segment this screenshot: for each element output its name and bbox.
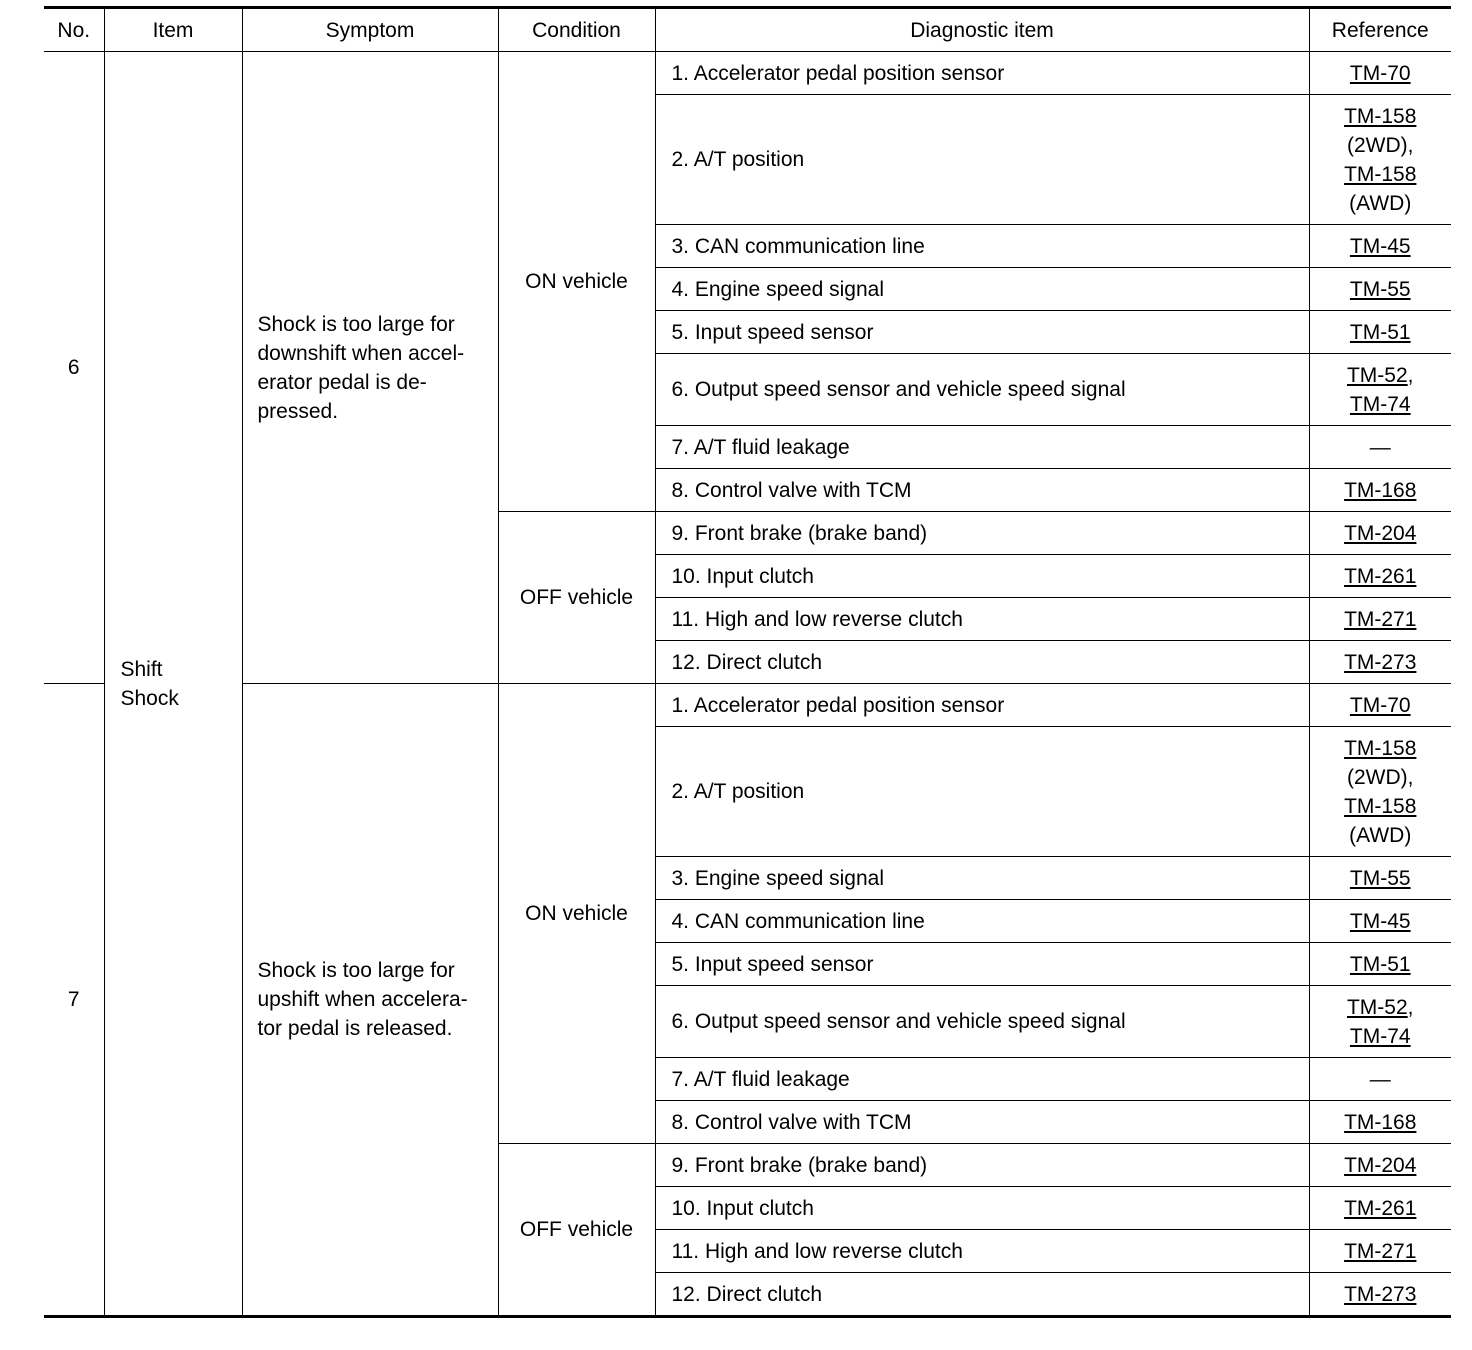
symptom-line: Shock is too large for [257, 959, 455, 982]
diagnostic-item: 5. Input speed sensor [655, 311, 1309, 354]
reference-cell [1309, 1273, 1451, 1317]
reference-link[interactable]: TM-52 [1346, 363, 1408, 387]
diagnostic-item: 5. Input speed sensor [655, 943, 1309, 986]
reference-cell [1309, 943, 1451, 986]
diagnostic-item: 3. Engine speed signal [655, 857, 1309, 900]
reference-line [1310, 605, 1452, 634]
row-number: 6 [44, 52, 104, 684]
reference-cell [1309, 598, 1451, 641]
diagnostic-item: 4. CAN communication line [655, 900, 1309, 943]
reference-cell [1309, 354, 1451, 426]
diagnostic-item: 12. Direct clutch [655, 1273, 1309, 1317]
reference-link[interactable]: TM-261 [1344, 1196, 1417, 1220]
diagnostic-item: 7. A/T fluid leakage [655, 1058, 1309, 1101]
reference-note: (2WD), [1347, 133, 1414, 157]
reference-cell [1309, 857, 1451, 900]
reference-cell [1309, 225, 1451, 268]
symptom-line: Shock is too large for [257, 312, 455, 336]
reference-line [1310, 519, 1452, 548]
diagnostic-item: 1. Accelerator pedal position sensor [655, 52, 1309, 95]
reference-line [1310, 59, 1452, 88]
reference-cell [1309, 900, 1451, 943]
reference-line [1310, 160, 1452, 189]
reference-link[interactable]: TM-51 [1349, 952, 1411, 976]
diagnostic-item: 6. Output speed sensor and vehicle speed signal [655, 986, 1309, 1058]
reference-line [1310, 821, 1452, 850]
reference-line [1310, 390, 1452, 419]
table-body [44, 52, 1451, 1317]
reference-cell [1309, 1058, 1451, 1101]
reference-line [1310, 1151, 1452, 1180]
diagnostic-item: 8. Control valve with TCM [655, 469, 1309, 512]
condition-on-vehicle: ON vehicle [498, 52, 655, 512]
diagnostic-item: 2. A/T position [655, 95, 1309, 225]
diagnostic-item: 10. Input clutch [655, 555, 1309, 598]
reference-note: (AWD) [1349, 823, 1412, 847]
header-symptom: Symptom [242, 8, 498, 52]
diagnostic-item: 1. Accelerator pedal position sensor [655, 684, 1309, 727]
reference-line [1310, 1022, 1452, 1051]
reference-line [1310, 907, 1452, 936]
reference-note: (2WD), [1347, 765, 1414, 789]
reference-link[interactable]: TM-70 [1349, 693, 1411, 717]
reference-line [1310, 1237, 1452, 1266]
reference-link[interactable]: TM-158 [1344, 736, 1417, 760]
reference-link[interactable]: TM-74 [1349, 1024, 1411, 1048]
reference-link[interactable]: TM-74 [1349, 392, 1411, 416]
reference-cell [1309, 641, 1451, 684]
reference-line [1310, 361, 1452, 390]
symptom-line: erator pedal is de- [257, 370, 427, 394]
header-row [44, 8, 1451, 52]
reference-cell [1309, 268, 1451, 311]
reference-line [1310, 734, 1452, 763]
diagnostic-item: 11. High and low reverse clutch [655, 1230, 1309, 1273]
reference-line [1310, 232, 1452, 261]
reference-cell [1309, 52, 1451, 95]
reference-link[interactable]: TM-168 [1344, 478, 1417, 502]
diagnostic-table [44, 6, 1451, 1318]
reference-cell [1309, 555, 1451, 598]
reference-cell [1309, 1187, 1451, 1230]
reference-line [1310, 648, 1452, 677]
symptom-line: downshift when accel- [257, 341, 465, 365]
header-reference: Reference [1309, 8, 1451, 52]
reference-cell [1309, 684, 1451, 727]
reference-cell [1309, 727, 1451, 857]
reference-line [1310, 1065, 1452, 1094]
reference-cell [1309, 1230, 1451, 1273]
symptom-line: pressed. [257, 399, 339, 423]
condition-on-vehicle: ON vehicle [498, 684, 655, 1144]
diagnostic-item: 4. Engine speed signal [655, 268, 1309, 311]
diagnostic-item: 9. Front brake (brake band) [655, 512, 1309, 555]
reference-cell [1309, 1144, 1451, 1187]
reference-link[interactable]: TM-55 [1349, 866, 1411, 890]
header-condition: Condition [498, 8, 655, 52]
reference-link[interactable]: TM-271 [1344, 607, 1417, 631]
no-reference-dash: — [1369, 1067, 1391, 1091]
diagnostic-item: 10. Input clutch [655, 1187, 1309, 1230]
diagnostic-item: 6. Output speed sensor and vehicle speed signal [655, 354, 1309, 426]
diagnostic-item: 12. Direct clutch [655, 641, 1309, 684]
reference-line [1310, 433, 1452, 462]
reference-line [1310, 189, 1452, 218]
reference-line [1310, 562, 1452, 591]
item-line: Shift [120, 657, 163, 681]
diagnostic-item: 7. A/T fluid leakage [655, 426, 1309, 469]
reference-link[interactable]: TM-158 [1344, 794, 1417, 818]
reference-cell [1309, 95, 1451, 225]
diagnostic-item: 8. Control valve with TCM [655, 1101, 1309, 1144]
condition-off-vehicle: OFF vehicle [498, 512, 655, 684]
symptom-line: upshift when accelera- [257, 988, 468, 1011]
reference-link[interactable]: TM-51 [1349, 320, 1411, 344]
item-cell [104, 52, 242, 1317]
reference-link[interactable]: TM-158 [1344, 104, 1417, 128]
symptom-cell [242, 52, 498, 684]
reference-link[interactable]: TM-52 [1346, 995, 1408, 1019]
reference-line [1310, 102, 1452, 131]
table-row [44, 684, 1451, 727]
reference-link[interactable]: TM-55 [1349, 277, 1411, 301]
reference-link[interactable]: TM-45 [1349, 909, 1411, 933]
reference-link[interactable]: TM-70 [1349, 61, 1411, 85]
reference-note: (AWD) [1349, 191, 1412, 215]
header-no: No. [44, 8, 104, 52]
symptom-cell [242, 684, 498, 1317]
reference-line [1310, 763, 1452, 792]
diagnostic-item: 3. CAN communication line [655, 225, 1309, 268]
reference-link[interactable]: TM-168 [1344, 1110, 1417, 1134]
reference-link[interactable]: TM-273 [1344, 1282, 1417, 1306]
reference-cell [1309, 1101, 1451, 1144]
reference-link[interactable]: TM-204 [1344, 521, 1417, 545]
diagnostic-item: 11. High and low reverse clutch [655, 598, 1309, 641]
symptom-line: tor pedal is released. [257, 1017, 453, 1040]
reference-line [1310, 950, 1452, 979]
reference-line [1310, 131, 1452, 160]
header-item: Item [104, 8, 242, 52]
reference-separator: , [1407, 995, 1414, 1019]
reference-line [1310, 275, 1452, 304]
reference-line [1310, 476, 1452, 505]
diagnostic-item: 9. Front brake (brake band) [655, 1144, 1309, 1187]
table-row [44, 52, 1451, 95]
row-number: 7 [44, 684, 104, 1317]
reference-cell [1309, 311, 1451, 354]
reference-line [1310, 993, 1452, 1022]
reference-separator: , [1407, 363, 1414, 387]
reference-line [1310, 792, 1452, 821]
reference-line [1310, 318, 1452, 347]
reference-cell [1309, 986, 1451, 1058]
reference-line [1310, 1280, 1452, 1309]
reference-link[interactable]: TM-45 [1349, 234, 1411, 258]
reference-link[interactable]: TM-273 [1344, 650, 1417, 674]
header-diagnostic-item: Diagnostic item [655, 8, 1309, 52]
no-reference-dash: — [1369, 435, 1391, 459]
condition-off-vehicle: OFF vehicle [498, 1144, 655, 1317]
reference-line [1310, 1108, 1452, 1137]
reference-cell [1309, 426, 1451, 469]
reference-cell [1309, 512, 1451, 555]
reference-link[interactable]: TM-204 [1344, 1153, 1417, 1177]
reference-cell [1309, 469, 1451, 512]
diagnostic-item: 2. A/T position [655, 727, 1309, 857]
reference-link[interactable]: TM-261 [1344, 564, 1417, 588]
reference-link[interactable]: TM-271 [1344, 1239, 1417, 1263]
item-line: Shock [120, 686, 179, 710]
reference-line [1310, 864, 1452, 893]
reference-line [1310, 691, 1452, 720]
reference-link[interactable]: TM-158 [1344, 162, 1417, 186]
reference-line [1310, 1194, 1452, 1223]
